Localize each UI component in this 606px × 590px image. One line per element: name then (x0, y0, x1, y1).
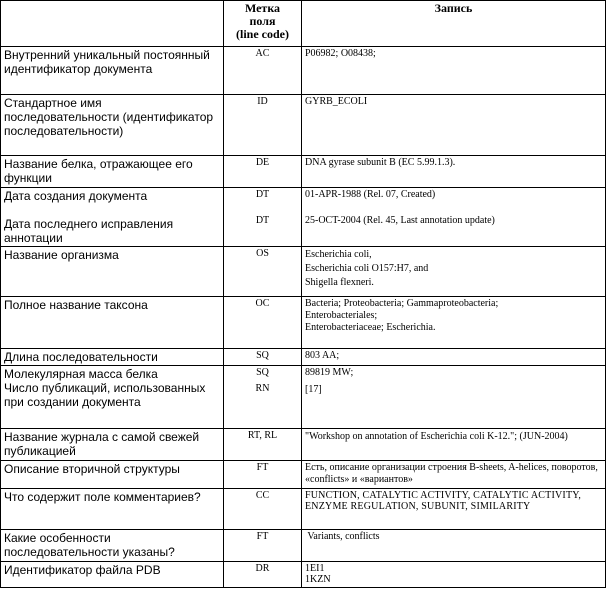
row-description: Что содержит поле комментариев? (1, 489, 224, 530)
header-row (1, 1, 606, 47)
row-record-line: Escherichia coli O157:H7, and (305, 263, 429, 274)
header-line-code-1: Метка (244, 1, 281, 15)
row-description: Полное название таксона (1, 297, 224, 349)
row-record: GYRB_ECOLI (302, 95, 606, 156)
row-record-line: [17] (305, 384, 322, 395)
table-row (1, 297, 606, 349)
header-line-code-3: (line code) (236, 27, 289, 41)
row-line-code-part: RN (255, 383, 270, 394)
row-description: Название белка, отражающее его функции (1, 156, 224, 188)
row-record: 803 AA; (302, 349, 606, 366)
row-description: Стандартное имя последовательности (идентификатор последовательности) (1, 95, 224, 156)
row-record (302, 366, 606, 429)
row-line-code-part: DT (255, 189, 270, 200)
row-line-code: OC (224, 297, 302, 349)
table-row (1, 47, 606, 95)
header-line-code-2: поля (249, 14, 276, 28)
header-col-description (1, 1, 224, 47)
row-description (1, 188, 224, 247)
table-row (1, 429, 606, 461)
row-description-part: Молекулярная масса белка (4, 367, 158, 381)
header-col-line-code (224, 1, 302, 47)
row-line-code (224, 366, 302, 429)
table-row (1, 562, 606, 588)
row-description: Название журнала с самой свежей публикацией (1, 429, 224, 461)
row-description: Длина последовательности (1, 349, 224, 366)
row-record (302, 297, 606, 349)
row-line-code-part: SQ (256, 367, 269, 378)
row-record (302, 188, 606, 247)
row-line-code-part: DT (255, 215, 270, 226)
row-record (302, 247, 606, 297)
table-row (1, 489, 606, 530)
row-line-code: FT (224, 461, 302, 489)
table-row (1, 349, 606, 366)
row-description: Название организма (1, 247, 224, 297)
row-record-line: 01-APR-1988 (Rel. 07, Created) (305, 189, 436, 200)
row-description: Какие особенности последовательности указаны? (1, 530, 224, 562)
row-line-code: CC (224, 489, 302, 530)
row-record: Variants, conflicts (302, 530, 606, 562)
row-description: Описание вторичной структуры (1, 461, 224, 489)
table-row (1, 156, 606, 188)
table-row (1, 95, 606, 156)
row-line-code: SQ (224, 349, 302, 366)
row-line-code: OS (224, 247, 302, 297)
row-line-code: RT, RL (224, 429, 302, 461)
row-description (1, 366, 224, 429)
row-record: DNA gyrase subunit B (EC 5.99.1.3). (302, 156, 606, 188)
row-line-code (224, 188, 302, 247)
row-record: "Workshop on annotation of Escherichia coli K-12."; (JUN-2004) (302, 429, 606, 461)
row-record-line: 25-OCT-2004 (Rel. 45, Last annotation update) (305, 215, 495, 226)
row-description-part: Дата последнего исправления аннотации (4, 217, 174, 245)
row-description-part: Дата создания документа (4, 189, 148, 203)
row-record-line: 1KZN (305, 574, 331, 585)
row-record-line: Enterobacteriaceae; Escherichia. (305, 322, 436, 333)
row-record-line: Shigella flexneri. (305, 277, 374, 288)
row-record-line: 1EI1 (305, 563, 325, 574)
row-record-line: Bacteria; Proteobacteria; Gammaproteobacteria; (305, 298, 499, 309)
row-record: P06982; O08438; (302, 47, 606, 95)
row-record: Есть, описание организации строения B-sheets, A-helices, поворотов, «conflicts» и «вариантов» (302, 461, 606, 489)
table-row (1, 366, 606, 429)
row-record-line: 89819 MW; (305, 367, 354, 378)
row-description-part: Число публикаций, использованных при создании документа (4, 381, 206, 409)
table-row (1, 530, 606, 562)
table-row (1, 461, 606, 489)
row-description: Внутренний уникальный постоянный идентификатор документа (1, 47, 224, 95)
row-line-code: AC (224, 47, 302, 95)
row-line-code: FT (224, 530, 302, 562)
table-row (1, 247, 606, 297)
row-line-code: DE (224, 156, 302, 188)
row-record-line: Enterobacteriales; (305, 310, 378, 321)
row-line-code: ID (224, 95, 302, 156)
row-record-line: Escherichia coli, (305, 249, 372, 260)
row-line-code: DR (224, 562, 302, 588)
table-row (1, 188, 606, 247)
row-description: Идентификатор файла PDB (1, 562, 224, 588)
header-col-record: Запись (302, 1, 606, 47)
row-record (302, 562, 606, 588)
row-record: FUNCTION, CATALYTIC ACTIVITY, CATALYTIC ACTIVITY, ENZYME REGULATION, SUBUNIT, SIMILARITY (302, 489, 606, 530)
